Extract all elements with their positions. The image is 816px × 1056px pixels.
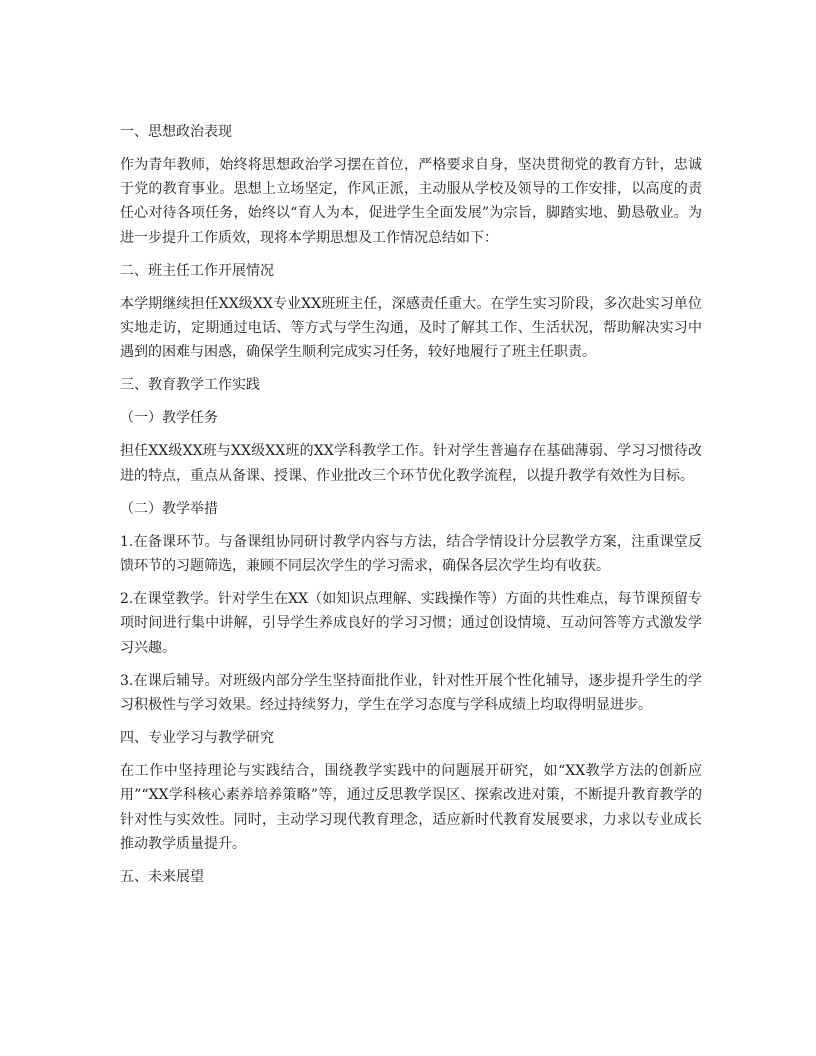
section-1-paragraph: 作为青年教师，始终将思想政治学习摆在首位，严格要求自身，坚决贯彻党的教育方针，忠诚于党的教育事业。思想上立场坚定，作风正派，主动服从学校及领导的工作安排，以高度的责任心对待各项任务，始终以“育人为本，促进学生全面发展”为宗旨，脚踏实地、勤恳敬业。为进一步提升工作质效，现将本学期思想及工作情况总结如下：	[120, 157, 702, 246]
section-3-item-2: 2.在课堂教学。针对学生在XX（如知识点理解、实践操作等）方面的共性难点，每节课预留专项时间进行集中讲解，引导学生养成良好的学习习惯；通过创设情境、互动问答等方式激发学习兴趣。	[120, 591, 702, 656]
section-3-subheading-1: （一）教学任务	[120, 410, 218, 427]
section-3-item-3: 3.在课后辅导。对班级内部分学生坚持面批作业，针对性开展个性化辅导，逐步提升学生的学习积极性与学习效果。经过持续努力，学生在学习态度与学科成绩上均取得明显进步。	[120, 672, 702, 714]
section-1-heading: 一、思想政治表现	[120, 124, 232, 140]
section-3-teaching-task-paragraph: 担任XX级XX班与XX级XX班的XX学科教学工作。针对学生普遍存在基础薄弱、学习习惯待改进的特点，重点从备课、授课、作业批改三个环节优化教学流程，以提升教学有效性为目标。	[120, 443, 702, 484]
section-4-paragraph: 在工作中坚持理论与实践结合，围绕教学实践中的问题展开研究，如“XX教学方法的创新应用”“XX学科核心素养培养策略”等，通过反思教学误区、探索改进对策，不断提升教育教学的针对性与实效性。同时，主动学习现代教育理念，适应新时代教育发展要求，力求以专业成长推动教学质量提升。	[120, 763, 702, 852]
section-4-heading: 四、专业学习与教学研究	[120, 730, 274, 747]
section-5-heading: 五、未来展望	[120, 869, 204, 886]
section-3-heading: 三、教育教学工作实践	[120, 377, 260, 394]
document-page	[120, 120, 702, 898]
section-3-subheading-2: （二）教学举措	[120, 500, 218, 517]
section-2-heading: 二、班主任工作开展情况	[120, 262, 274, 279]
section-3-item-1: 1.在备课环节。与备课组协同研讨教学内容与方法，结合学情设计分层教学方案，注重课堂反馈环节的习题筛选，兼顾不同层次学生的学习需求，确保各层次学生均有收获。	[120, 533, 702, 575]
section-2-paragraph: 本学期继续担任XX级XX专业XX班班主任，深感责任重大。在学生实习阶段，多次赴实习单位实地走访，定期通过电话、等方式与学生沟通，及时了解其工作、生活状况，帮助解决实习中遇到的困难与困惑，确保学生顺利完成实习任务，较好地履行了班主任职责。	[120, 295, 702, 361]
